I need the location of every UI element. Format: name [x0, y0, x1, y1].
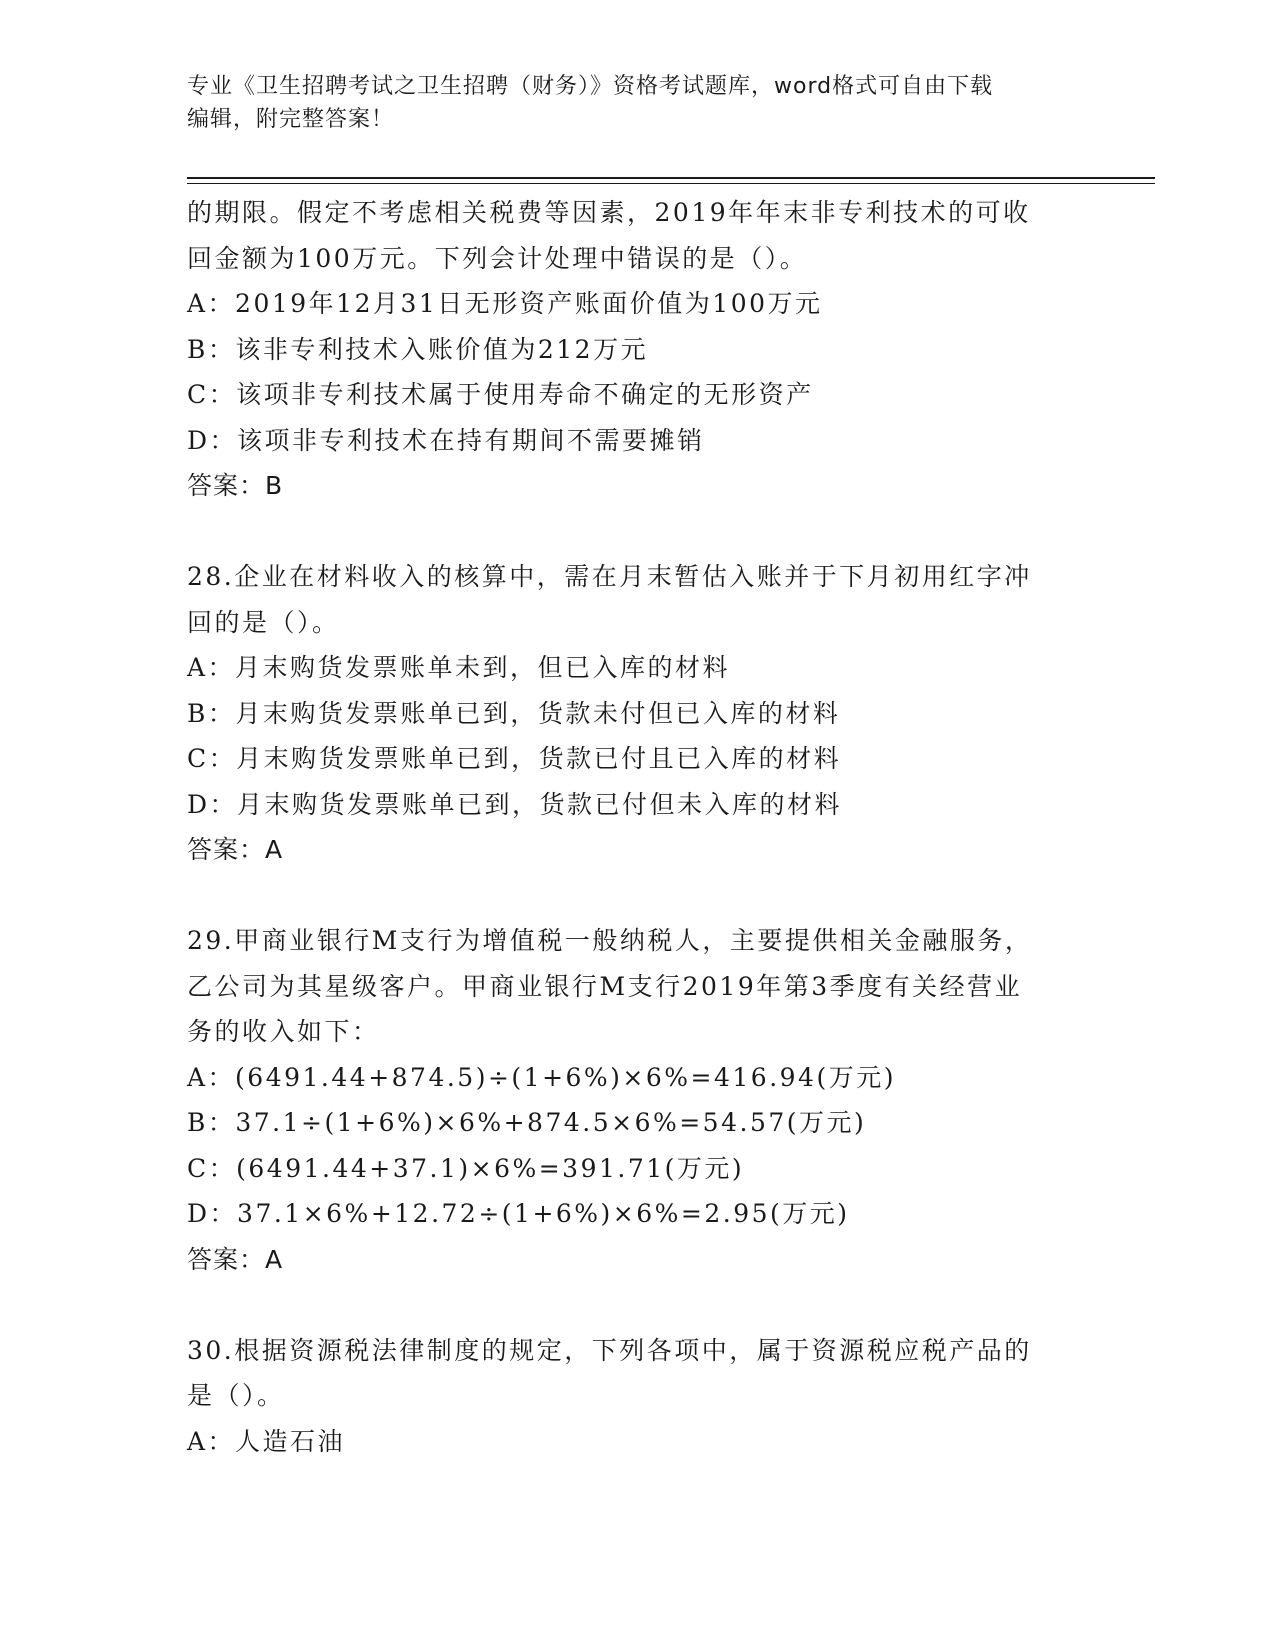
- question-stem: 回金额为100万元。下列会计处理中错误的是（）。: [187, 243, 808, 273]
- question-stem: 28.企业在材料收入的核算中，需在月末暂估入账并于下月初用红字冲: [187, 562, 1032, 591]
- option-d: D：月末购货发票账单已到，货款已付但未入库的材料: [187, 789, 843, 819]
- question-stem: 务的收入如下：: [187, 1017, 380, 1046]
- header-divider-thick: [187, 177, 1155, 179]
- question-28: [187, 554, 1087, 873]
- question-stem: 30.根据资源税法律制度的规定，下列各项中，属于资源税应税产品的: [187, 1335, 1032, 1365]
- option-a: A：人造石油: [187, 1426, 346, 1456]
- question-stem: 回的是（）。: [187, 607, 340, 637]
- header-line-2: 编辑，附完整答案！: [187, 107, 395, 132]
- option-b: B：37.1÷(1+6%)×6%+874.5×6%=54.57(万元): [187, 1108, 867, 1137]
- header-divider-thin: [187, 183, 1155, 184]
- spacer: [187, 873, 1087, 919]
- question-30: [187, 1328, 1087, 1465]
- option-a: A：(6491.44+874.5)÷(1+6%)×6%=416.94(万元): [187, 1062, 896, 1092]
- answer-label: 答案：B: [187, 471, 284, 500]
- question-stem: 的期限。假定不考虑相关税费等因素，2019年年末非专利技术的可收: [187, 198, 1031, 227]
- option-d: D：37.1×6%+12.72÷(1+6%)×6%=2.95(万元): [187, 1199, 850, 1228]
- spacer: [187, 1282, 1087, 1328]
- answer-label: 答案：A: [187, 835, 284, 864]
- option-c: C：(6491.44+37.1)×6%=391.71(万元): [187, 1153, 745, 1183]
- question-29: [187, 918, 1087, 1282]
- answer-label: 答案：A: [187, 1244, 284, 1274]
- header-line-1: 专业《卫生招聘考试之卫生招聘（财务）》资格考试题库，word格式可自由下载: [187, 74, 994, 99]
- question-stem: 29.甲商业银行M支行为增值税一般纳税人，主要提供相关金融服务，: [187, 926, 1033, 955]
- question-stem: 是（）。: [187, 1381, 285, 1410]
- spacer: [187, 509, 1087, 555]
- option-b: B：该非专利技术入账价值为212万元: [187, 334, 649, 364]
- option-a: A：2019年12月31日无形资产账面价值为100万元: [187, 289, 823, 318]
- option-c: C：该项非专利技术属于使用寿命不确定的无形资产: [187, 380, 814, 409]
- option-c: C：月末购货发票账单已到，货款已付且已入库的材料: [187, 744, 842, 773]
- document-header: [187, 70, 1087, 136]
- question-27: [187, 190, 1087, 509]
- option-d: D：该项非专利技术在持有期间不需要摊销: [187, 425, 705, 455]
- option-a: A：月末购货发票账单未到，但已入库的材料: [187, 653, 731, 682]
- question-stem: 乙公司为其星级客户。甲商业银行M支行2019年第3季度有关经营业: [187, 971, 1023, 1001]
- option-b: B：月末购货发票账单已到，货款未付但已入库的材料: [187, 698, 841, 728]
- question-list: [187, 190, 1087, 1464]
